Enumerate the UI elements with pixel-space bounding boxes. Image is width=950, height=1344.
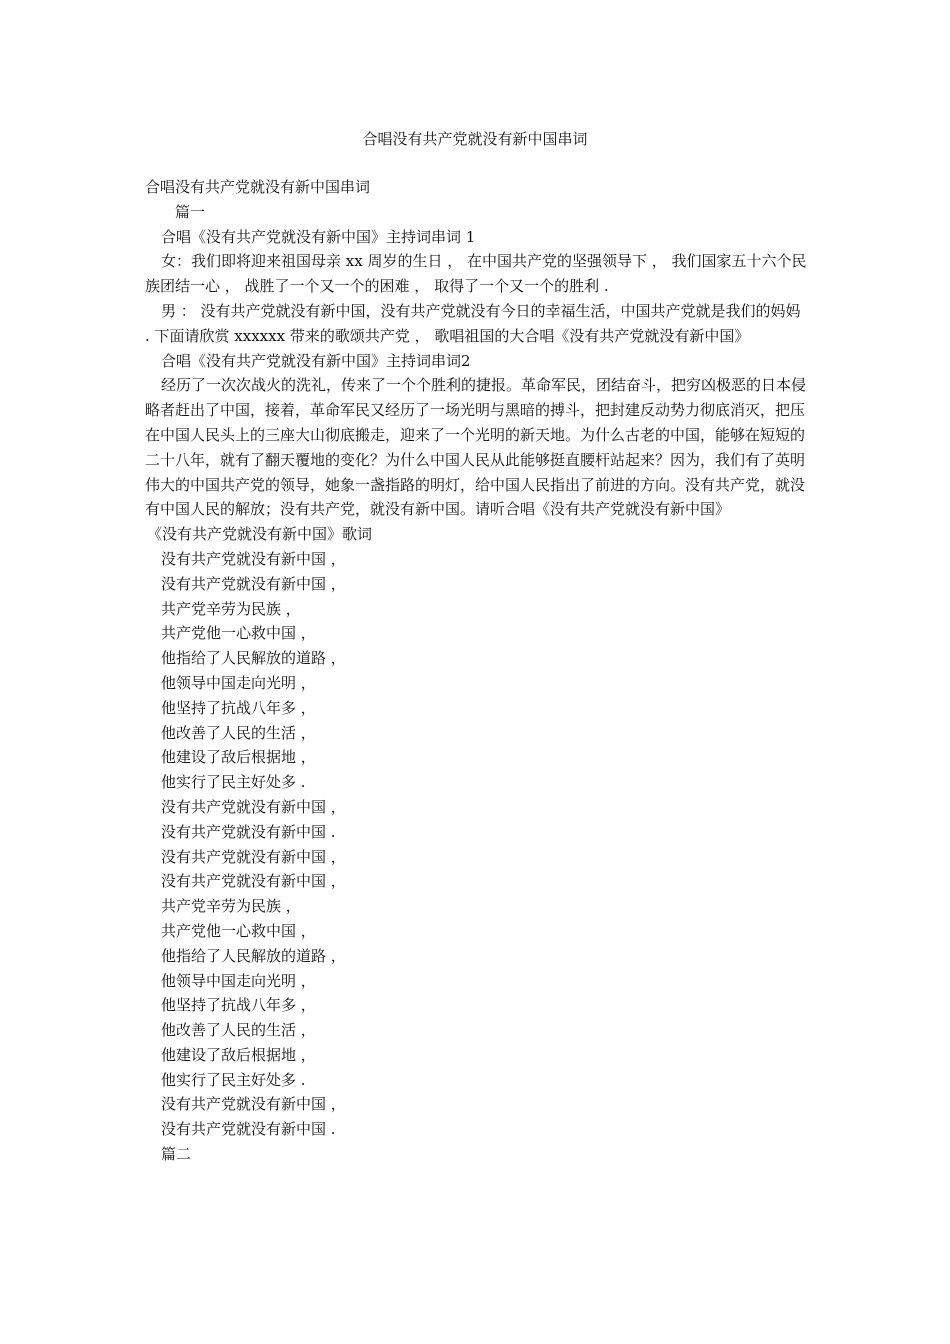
lyric-line: 没有共产党就没有新中国 ， (161, 549, 346, 568)
lyric-line: 他领导中国走向光明 ， (161, 673, 316, 692)
document-heading: 合唱没有共产党就没有新中国串词 (145, 178, 371, 196)
host-script-title-2: 合唱《没有共产党就没有新中国》主持词串词2 (161, 351, 471, 370)
host-script-paragraph: 经历了一次次战火的洗礼，传来了一个个胜利的捷报。革命军民，团结奋斗，把穷凶极恶的日本侵略者赶出了中国，接着，革命军民又经历了一场光明与黑暗的搏斗，把封建反动势力彻底消灭，把压在中国人民头上的三座大山彻底搬走，迎来了一个光明的新天地。为什么古老的中国，能够在短短的二十八年，就有了翻天覆地的变化？为什么中国人民从此能够挺直腰杆站起来？因为，我们有了英明伟大的中国共产党的领导，她象一盏指路的明灯，给中国人民指出了前进的方向。没有共产党，就没有中国人民的解放；没有共产党，就没有新中国。请听合唱《没有共产党就没有新中国》 (145, 376, 807, 519)
lyric-line: 他实行了民主好处多 . (161, 773, 306, 792)
lyric-line: 他建设了敌后根据地 ， (161, 748, 316, 767)
lyric-line: 共产党辛劳为民族 ， (161, 599, 301, 618)
lyric-line: 共产党他一心救中国 ， (161, 921, 316, 940)
lyric-line: 他实行了民主好处多 . (161, 1070, 306, 1089)
lyric-line: 没有共产党就没有新中国 ， (161, 847, 346, 866)
document-title: 合唱没有共产党就没有新中国串词 (362, 130, 588, 148)
lyric-line: 没有共产党就没有新中国 ， (161, 1095, 346, 1114)
lyric-line: 他指给了人民解放的道路 ， (161, 649, 346, 668)
lyric-line: 他领导中国走向光明 ， (161, 971, 316, 990)
lyric-line: 他坚持了抗战八年多 ， (161, 996, 316, 1015)
lyrics-list (145, 547, 810, 1142)
document-body (145, 175, 810, 1167)
female-host-line: 女：我们即将迎来祖国母亲 xx 周岁的生日 ， 在中国共产党的坚强领导下 ， 我们国家五十六个民族团结一心 ， 战胜了一个又一个的困难 ， 取得了一个又一个的胜利 . (145, 252, 807, 296)
section-label-2: 篇二 (161, 1145, 192, 1164)
lyric-line: 没有共产党就没有新中国 . (161, 1120, 336, 1139)
lyric-line: 共产党他一心救中国 ， (161, 624, 316, 643)
lyric-line: 没有共产党就没有新中国 . (161, 822, 336, 841)
lyric-line: 他坚持了抗战八年多 ， (161, 698, 316, 717)
lyric-line: 他建设了敌后根据地 ， (161, 1045, 316, 1064)
lyric-line: 共产党辛劳为民族 ， (161, 897, 301, 916)
lyric-line: 没有共产党就没有新中国 ， (161, 872, 346, 891)
lyric-line: 没有共产党就没有新中国 ， (161, 797, 346, 816)
lyric-line: 他改善了人民的生活 ， (161, 723, 316, 742)
male-host-line: 男 ： 没有共产党就没有新中国，没有共产党就没有今日的幸福生活，中国共产党就是我们的妈妈 . 下面请欣赏 xxxxxx 带来的歌颂共产党 ， 歌唱祖国的大合唱《没有共产党就没有新中国》 (145, 301, 801, 345)
lyric-line: 他改善了人民的生活 ， (161, 1021, 316, 1040)
lyrics-title: 《没有共产党就没有新中国》歌词 (147, 525, 373, 544)
host-script-title-1: 合唱《没有共产党就没有新中国》主持词串词 1 (161, 227, 476, 246)
lyric-line: 没有共产党就没有新中国 ， (161, 574, 346, 593)
lyric-line: 他指给了人民解放的道路 ， (161, 946, 346, 965)
section-label-1: 篇一 (175, 202, 206, 221)
